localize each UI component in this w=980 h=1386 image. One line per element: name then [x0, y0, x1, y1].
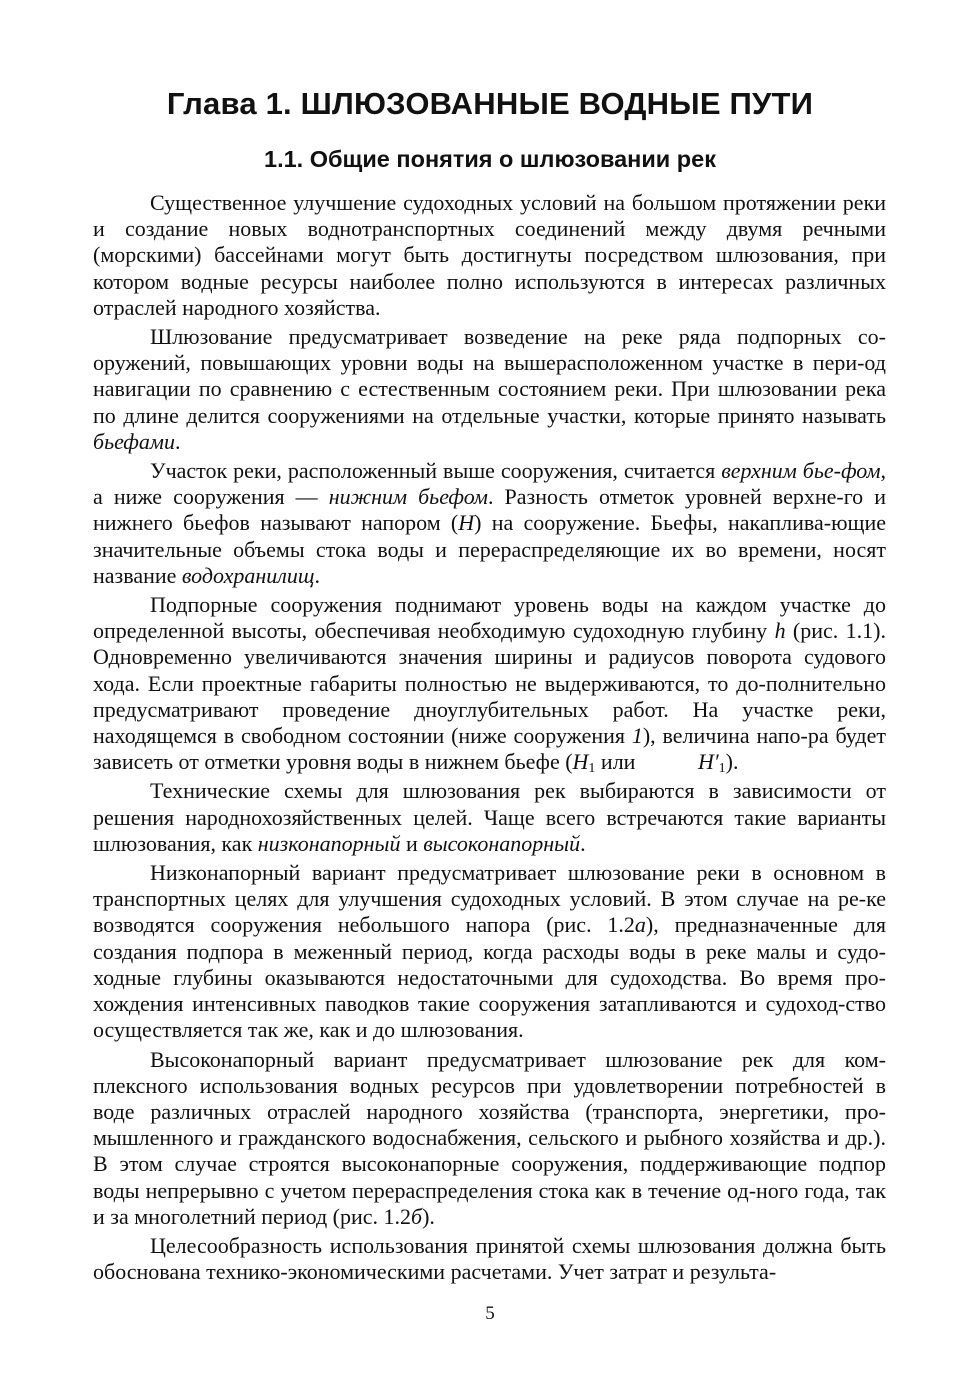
term-italic: высоконапорный [423, 830, 581, 856]
figure-letter: а [634, 912, 646, 938]
chapter-title: Глава 1. ШЛЮЗОВАННЫЕ ВОДНЫЕ ПУТИ [166, 86, 814, 121]
paragraph-7 [93, 1047, 886, 1230]
paragraph-text: (рис. 1.1). Одновременно увеличиваются значения ширины и радиусов поворота судового хода. Если проектные габариты полностью не выдерживаются, то до-полнительно предусматривают проведение дноуглубительных работ. На участке реки, находящемся в свободном состоянии (ниже сооружения [93, 618, 886, 749]
paragraph-3 [93, 458, 886, 589]
paragraph-4 [93, 592, 886, 775]
paragraph-5 [93, 778, 886, 857]
symbol-italic: h [774, 618, 786, 644]
paragraph-text: . [580, 830, 586, 856]
section-title: 1.1. Общие понятия о шлюзовании рек [264, 146, 716, 172]
subscript: 1 [718, 761, 726, 777]
paragraph-text: . [314, 562, 320, 588]
paragraph-2 [93, 324, 886, 455]
symbol-italic [641, 749, 726, 775]
paragraph-text: Существенное улучшение судоходных условий на большом протяжении реки и создание новых воднотранспортных соединений между двумя речными (морскими) бассейнами могут быть достигнуты посредством шлюзования, при котором водные ресурсы наиболее полно используются в интересах различных отраслей народного хозяйства. [93, 190, 886, 320]
paragraph-1 [93, 190, 886, 321]
term-italic: водохранилищ [181, 562, 315, 588]
page-number: 5 [485, 1303, 495, 1324]
paragraph-text: ). [725, 749, 739, 775]
paragraph-text: ), предназначенные для создания подпора в меженный период, когда расходы воды в реке малы и судо-ходные глубины оказываются недостаточными для судоходства. Во время про-хождения интенсивных паводков такие сооружения затапливаются и судоход-ство осуществляется так же, как и до шлюзования. [93, 912, 886, 1043]
paragraph-text: ). [422, 1203, 435, 1229]
paragraph-text: . Разность отметок уровней верхне-го и нижнего бьефов называют напором ( [93, 484, 887, 536]
paragraph-8 [93, 1233, 886, 1285]
paragraph-text: , а ниже сооружения — [93, 458, 887, 510]
paragraph-text: ), величина напо-ра будет зависеть от отметки уровня воды в нижнем бьефе ( [93, 723, 886, 775]
term-italic: верхним бье-фом [721, 458, 881, 484]
structure-number: 1 [631, 723, 643, 749]
term-italic: низконапорный [257, 830, 401, 856]
subscript: 1 [588, 761, 596, 777]
paragraph-text: Подпорные сооружения поднимают уровень воды на каждом участке до определенной высоты, обеспечивая необходимую судоходную глубину [93, 592, 886, 644]
paragraph-text: Технические схемы для шлюзования рек выбираются в зависимости от решения народнохозяйственных целей. Чаще всего встречаются такие варианты шлюзования, как [93, 778, 886, 856]
figure-letter: б [411, 1203, 423, 1229]
paragraph-text: Целесообразность использования принятой схемы шлюзования должна быть обоснована технико-экономическими расчетами. Учет затрат и результа- [93, 1232, 886, 1285]
paragraph-text: Высоконапорный вариант предусматривает шлюзование рек для ком-плексного использования водных ресурсов при удовлетворении потребностей в воде различных отраслей народного хозяйства (транспорта, энергетики, про-мышленного и гражданского водоснабжения, сельского и рыбного хозяйства и др.). В этом случае строятся высоконапорные сооружения, поддерживающие подпор воды непрерывно с учетом перераспределения стока как в течение од-ного года, так и за многолетний период (рис. 1.2 [93, 1046, 886, 1229]
paragraph-text: . [174, 428, 181, 454]
term-italic: нижним бьефом [328, 484, 488, 510]
paragraph-text: или [595, 749, 641, 775]
paragraph-6 [93, 860, 886, 1043]
paragraph-text: Участок реки, расположенный выше сооружения, считается [150, 458, 722, 484]
paragraph-text: ) на сооружение. Бьефы, накаплива-ющие значительные объемы стока воды и перераспределяющие их во времени, носят название [93, 510, 886, 588]
paragraph-text: Низконапорный вариант предусматривает шлюзование реки в основном в транспортных целях для улучшения судоходных условий. В этом случае на ре-ке возводятся сооружения небольшого напора (рис. 1.2 [93, 860, 886, 938]
paragraph-text: и [400, 830, 424, 856]
symbol-italic: H [458, 510, 475, 536]
symbol-italic: H [572, 749, 589, 775]
paragraph-text: Шлюзование предусматривает возведение на реке ряда подпорных со-оружений, повышающих уровни воды на вышерасположенном участке в пери-од навигации по сравнению с естественным состоянием реки. При шлюзовании река по длине делится сооружениями на отдельные участки, которые принято называть [93, 324, 886, 428]
body-text [93, 190, 886, 1288]
term-italic: бьефами [93, 428, 175, 454]
symbol-h-prime: H′ [697, 749, 719, 775]
